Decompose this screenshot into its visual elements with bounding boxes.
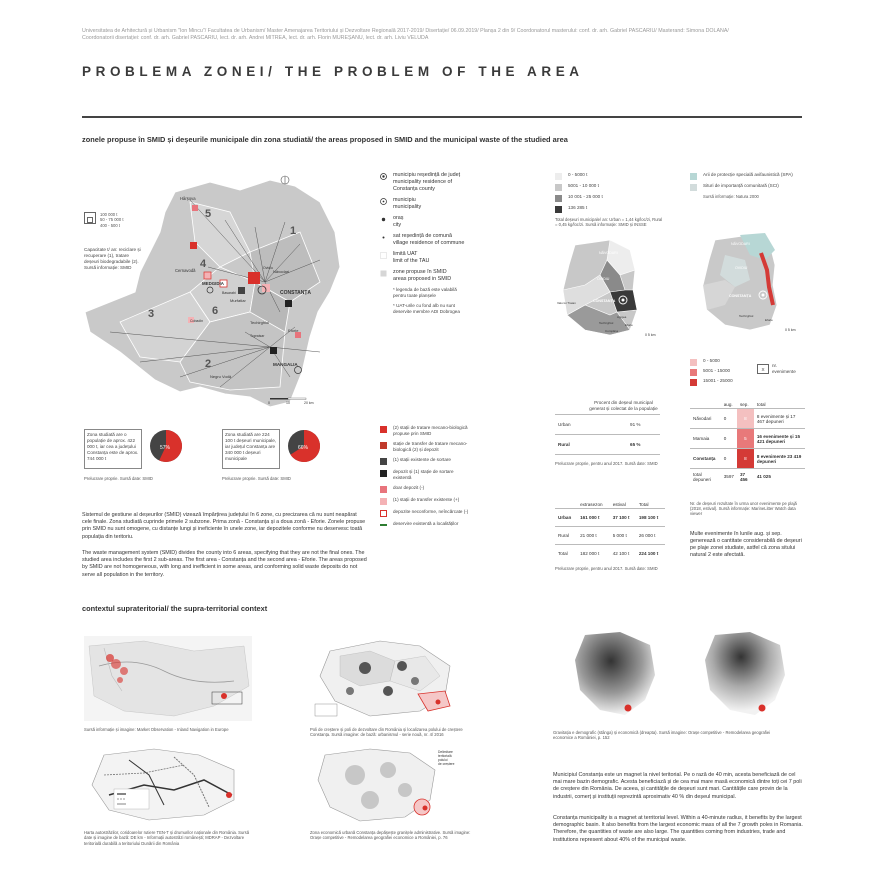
city-cobadin: Cobadin (190, 319, 204, 323)
paragraph-ro: Sistemul de gestiune al deșeurilor (SMID) vizează împărțirea județului în 6 zone, cu precizarea că nu sunt neapărat cele finale. Zona studiată cuprinde primele 2 subzone. Prima zonă - Constanța și a doua zonă - Eforie. Zonele propuse prin SMID nu sunt omogene, cu distanțe lungi și ineficiente în unele zone, iar depozitele conforme nu deservesc toată populația din teritoriu. (82, 512, 366, 540)
section1-title: zonele propuse în SMID și deșeurile municipale din zona studiată/ the areas proposed in SMID and the municipal waste of the studied area (82, 135, 568, 144)
legend-village: sat reședință de comună village residence of commune (380, 233, 470, 247)
pie2-chart (286, 428, 322, 464)
waste-place-eforie: Eforie (625, 323, 633, 327)
waste-swatch (555, 184, 562, 191)
legend-smid-areas: zone propuse în SMID areas proposed in SMID (380, 269, 470, 283)
facilities-legend (380, 425, 470, 527)
inland-navigation-map (84, 636, 252, 721)
table3-row: Constanța 0 8 8 evenimente 23 419 depuneri (690, 449, 805, 469)
waste-swatch (555, 206, 562, 213)
events-swatch (690, 379, 697, 386)
city-ovidiu: Ovidiu (263, 266, 273, 270)
title-rule (82, 116, 802, 118)
svg-text:10: 10 (286, 401, 290, 405)
legend-municipality: municipiu municipality (380, 197, 470, 211)
capacity-legend (84, 212, 124, 228)
events-swatch (690, 359, 697, 366)
table1-row-urban: Urban 91 % (555, 415, 660, 435)
table1-row-rural: Rural 65 % (555, 435, 660, 455)
map-legend (380, 172, 470, 315)
city-basarabi: Basarabi (222, 291, 236, 295)
events-place-constanta: CONSTANȚA (729, 294, 752, 298)
constanta-marker (248, 272, 260, 284)
city-medgidia: MEDGIDIA (202, 281, 224, 286)
waste-legend: 0 - 5000 t 5001 - 10 000 t 10 001 - 25 000 t 136 285 t (555, 172, 603, 216)
legend-county-residence: municipiu reședință de județ municipality residence of Constanța county (380, 172, 470, 193)
facility-swatch (380, 498, 387, 505)
economic-gravity-map (700, 630, 790, 720)
city-topraisar: Topraisar (250, 334, 265, 338)
facility-swatch (380, 470, 387, 477)
legend-note-2: * UAT-urile cu fond alb nu sunt deservite membre ADI Dobrogea (393, 303, 460, 314)
svg-text:20 km: 20 km (304, 401, 314, 405)
table3-row: Năvodari 0 8 8 evenimente și 17 467 depuneri (690, 409, 805, 429)
city-eforie: Eforie (288, 328, 299, 333)
events-place-techirghiol: Techirghiol (739, 314, 754, 318)
map5-legend-2: teritorială (438, 754, 452, 758)
events-legend-top: Arii de protecție specială avifaunistică (SPA) Situri de importanță comunitară (SCI) Sursă informație: Natura 2000 (690, 172, 805, 199)
table3-header-row: aug. sep. total (723, 401, 766, 407)
pie1-textbox: Zona studiată are o populație de aprox. 422 000 t, iar cea a județului Constanța este de aprox. 744 000 t (84, 429, 142, 469)
facility-swatch (380, 486, 387, 493)
map5-legend-3: polului (438, 758, 448, 762)
zone-4-label: 4 (200, 258, 207, 270)
supra-paragraph-ro: Municipiul Constanța este un magnet la nivel teritorial. Pe o rază de 40 min, acesta beneficiază de cel mai mare bazin demografic. Acesta beneficiază și de cea mai mare masă economică dintre toți cei 7 poli de creștere din România. De aceea, și cantitățile de deșeuri sunt mari. Cantitățile care provin de la industrii, comerț și instituții reprezintă aproximativ 40 % din deșeul municipal. (553, 772, 802, 800)
caption-highways: Harta autostrăzilor, coridoarelor rutiere TEN-T și drumurilor naționale din România. Sursă date și imagine de bază: DE km - Informații autostrăzi românești; MDRAP - Dezvoltare teritorială durabilă a teritoriului Dunării din România (84, 830, 250, 846)
demographic-gravity-map (570, 630, 660, 720)
events-place-ovidiu: OVIDIU (735, 266, 748, 270)
pie2-source: Prelucrare proprie. Sursă date: SMID (222, 476, 291, 481)
table2: extrasezon estival Total Urban 161 000 t 37 100 t 198 100 t Rural 21 000 t 5 000 t 26 000 t Total 182 000 t 42 100 t 224 100 t Prelucrare proprie, pentru anul 2017. Sursă date: SMID (555, 500, 665, 571)
facility-swatch (380, 426, 387, 433)
supra-paragraph-en: Constanța municipality is a magnet at territorial level. Within a 40-minute radius, it benefits by the largest demographic basin. It also benefits from the largest economic mass of all the 7 growth poles in Romania. Therefore, the quantities of waste are also large. The quantities coming from industries, trade and institutions represent about 40% of the municipal waste. (553, 815, 803, 843)
zone-2-label: 2 (205, 358, 212, 370)
facility-legend-row: stație de transfer de tratare mecano-biologică (2) și depozit (380, 441, 470, 453)
pie1-percent: 57% (160, 445, 171, 451)
facility-legend-row: doar depozit (-) (380, 485, 470, 493)
facility-legend-row: depozite neconforme, neîncărcate (-) (380, 509, 470, 517)
pie2-textbox: Zona studiată are 224 100 t deșeuri municipale, iar județul Constanța are 340 000 t deșeuri municipale (222, 429, 280, 469)
city-negru-voda: Negru Vodă (210, 374, 232, 379)
table3: aug. sep. total Năvodari 0 8 8 evenimente și 17 467 depuneri Mamaia 0 5 16 evenimente și 15 421 depuneri Constanța 0 8 8 evenimente 23 419 depuneri total depuneri 3597 37 456 41 025 Nr. de deșeuri rezultate în urma unor evenimente pe plajă (2018, estival). Sursă informație: MarineLitter Watch data viewer Multe evenimente în lunile aug. și sep. generează o cantitate considerabilă de deșeuri pe plaje zonei studiate, astfel că zona sitului natural 2 este afectată. (690, 400, 805, 560)
legend-city: oraș city (380, 215, 470, 229)
table3-row: Mamaia 0 5 16 evenimente și 15 421 depuneri (690, 429, 805, 449)
caption-gravity: Gravitația e demografic (stânga) și economică (dreapta). Sursă imagine: Orașe competitive - Remodelarea geografiei economice a României, p. 152 (553, 730, 771, 741)
zone-6-label: 6 (212, 305, 219, 317)
map5-legend-4: de creștere (438, 762, 455, 766)
events-count-legend: X nr. evenimente (757, 363, 802, 375)
city-cernavoda: Cernavodă (175, 268, 196, 273)
table2-row-rural: Rural 21 000 t 5 000 t 26 000 t (555, 527, 665, 545)
table2-header-row: extrasezon estival Total (580, 501, 649, 507)
waste-place-agigea: Agigea (617, 315, 627, 319)
header-line-1: Universitatea de Arhitectură și Urbanism "Ion Mincu"/ Facultatea de Urbanism/ Master Amenajarea Teritoriului și Dezvoltare Regională 2017-2019/ Disertație/ 06.09.2019/ Planșa 2 din 9/ Coordonatorul masterului: conf. dr. arh. Gabriel PASCARIU/ Masterand: Simona DOLANA/ (82, 28, 729, 34)
growth-poles-map (310, 636, 460, 721)
pie2-percent: 66% (298, 445, 309, 451)
city-mangalia: MANGALIA (273, 362, 298, 367)
facility-swatch (380, 458, 387, 465)
paragraph-en: The waste management system (SMID) divides the county into 6 areas, specifying that they are not the final ones. The studied area includes the first 2 sub-areas. The first area - Constanța and the second area - Eforie. The areas proposed by SMID are not homogeneous, with long and inefficient in some areas, and conforming solid waste deposits do not serve all population in the territory. (82, 550, 367, 578)
waste-swatch (555, 173, 562, 180)
table1: Procent din deșeul municipal generat și colectat de la populație Urban 91 % Rural 65 % Prelucrare proprie, pentru anul 2017. Sursă date: SMID (555, 400, 660, 466)
legend-note-1: * legenda de bază este valabilă pentru toate planșele (393, 287, 457, 298)
table2-row-urban: Urban 161 000 t 37 100 t 198 100 t (555, 509, 665, 527)
caption-growth-poles: Poli de creștere și poli de dezvoltare din România și localizarea polului de creștere Constanța. Sursă imagine: de bază: urbanismul - serie nouă, nr. 4/ 2016 (310, 727, 463, 738)
facility-legend-row: deservire existentă a localităților (380, 521, 470, 527)
spa-swatch (690, 173, 697, 180)
waste-place-valu: Valu lui Traian (557, 301, 576, 305)
facility-swatch (380, 510, 387, 517)
waste-map-scale: 0 5 km (645, 333, 656, 337)
section2-title: contextul suprateritorial/ the supra-territorial context (82, 604, 268, 613)
facility-legend-row: (2) stații de tratare mecano-biologică propuse prin SMID (380, 425, 470, 437)
zone-3-label: 3 (148, 308, 155, 320)
waste-place-ovidiu: OVIDIU (597, 277, 610, 281)
events-legend-bottom: 0 - 5000 5001 - 15000 15001 - 25000 (690, 358, 733, 386)
zone-1-label: 1 (290, 225, 297, 237)
capacity-legend-2: 50 - 75 000 t (100, 217, 124, 223)
pie1-source: Prelucrare proprie. Sursă date: SMID (84, 476, 153, 481)
caption-economic-zone: Zona economică urbană Constanța depășește granițele administrative. Sursă imagine: Orașe competitive - Remodelarea geografiei economice a României, p. 76 (310, 830, 471, 841)
events-swatch (690, 369, 697, 376)
waste-place-navodari: NĂVODARI (599, 251, 618, 255)
facility-swatch (380, 524, 387, 526)
facility-legend-row: (1) stații de transfer existente (+) (380, 497, 470, 505)
facility-legend-row: depozit și (1) stație de sortare existentă (380, 469, 470, 481)
facility-legend-row: (1) stații existente de sortare (380, 457, 470, 465)
waste-note: Total deșeuri municipale/ an: Urban = 1,44 kg/loc/zi, Rural = 0,45 kg/loc/zi. Sursă informație: SMID și INSSE (555, 217, 663, 228)
waste-place-cumpana: Cumpăna (605, 329, 619, 333)
page-title: PROBLEMA ZONEI/ THE PROBLEM OF THE AREA (82, 64, 584, 79)
events-map-scale: 0 5 km (785, 328, 796, 332)
caption-inland: Sursă informație și imagine: Market Observation - Inland Navigation in Europe (84, 727, 229, 732)
capacity-legend-3: 400 - 500 t (100, 222, 121, 228)
waste-place-techirghiol: Techirghiol (599, 321, 614, 325)
waste-swatch (555, 195, 562, 202)
events-place-navodari: NĂVODARI (731, 242, 750, 246)
economic-zone-map (310, 745, 460, 825)
sci-swatch (690, 184, 697, 191)
legend-uat-limit: limită UAT limit of the TAU (380, 251, 470, 265)
header-line-2: Coordonatorii disertației: conf. dr. arh. Gabriel PASCARIU, lect. dr. arh. Andrei MITREA, lect. dr. arh. Florin MUREȘANU, lect. dr. arh. Liviu VELUDA (82, 35, 429, 41)
main-county-map (80, 172, 370, 412)
map5-legend-1: Delimitare (438, 750, 453, 754)
facility-swatch (380, 442, 387, 449)
capacity-note: Capacitate t/ an: reciclare și recuperare (1), tratare deșeuri biodegradabile (2). Sursă informație: SMID (84, 247, 141, 270)
city-murfatlar: Murfatlar (230, 298, 246, 303)
pie1-chart (148, 428, 184, 464)
highways-map (84, 745, 249, 825)
events-place-eforie: Eforie (765, 318, 773, 322)
events-map (695, 225, 805, 335)
city-constanta: CONSTANȚA (280, 290, 312, 296)
waste-place-constanta: CONSTANȚA (593, 299, 616, 303)
city-navodari: Năvodari (273, 269, 290, 274)
table3-row-total: total depuneri 3597 37 456 41 025 (690, 469, 805, 485)
svg-text:0: 0 (268, 401, 270, 405)
zone-5-label: 5 (205, 208, 212, 220)
waste-map (555, 230, 665, 340)
city-techirghiol: Techirghiol (250, 320, 270, 325)
table2-row-total: Total 182 000 t 42 100 t 224 100 t (555, 545, 665, 563)
city-harsova: Hârșova (180, 196, 196, 201)
capacity-legend-1: 100 000 t (100, 212, 118, 217)
